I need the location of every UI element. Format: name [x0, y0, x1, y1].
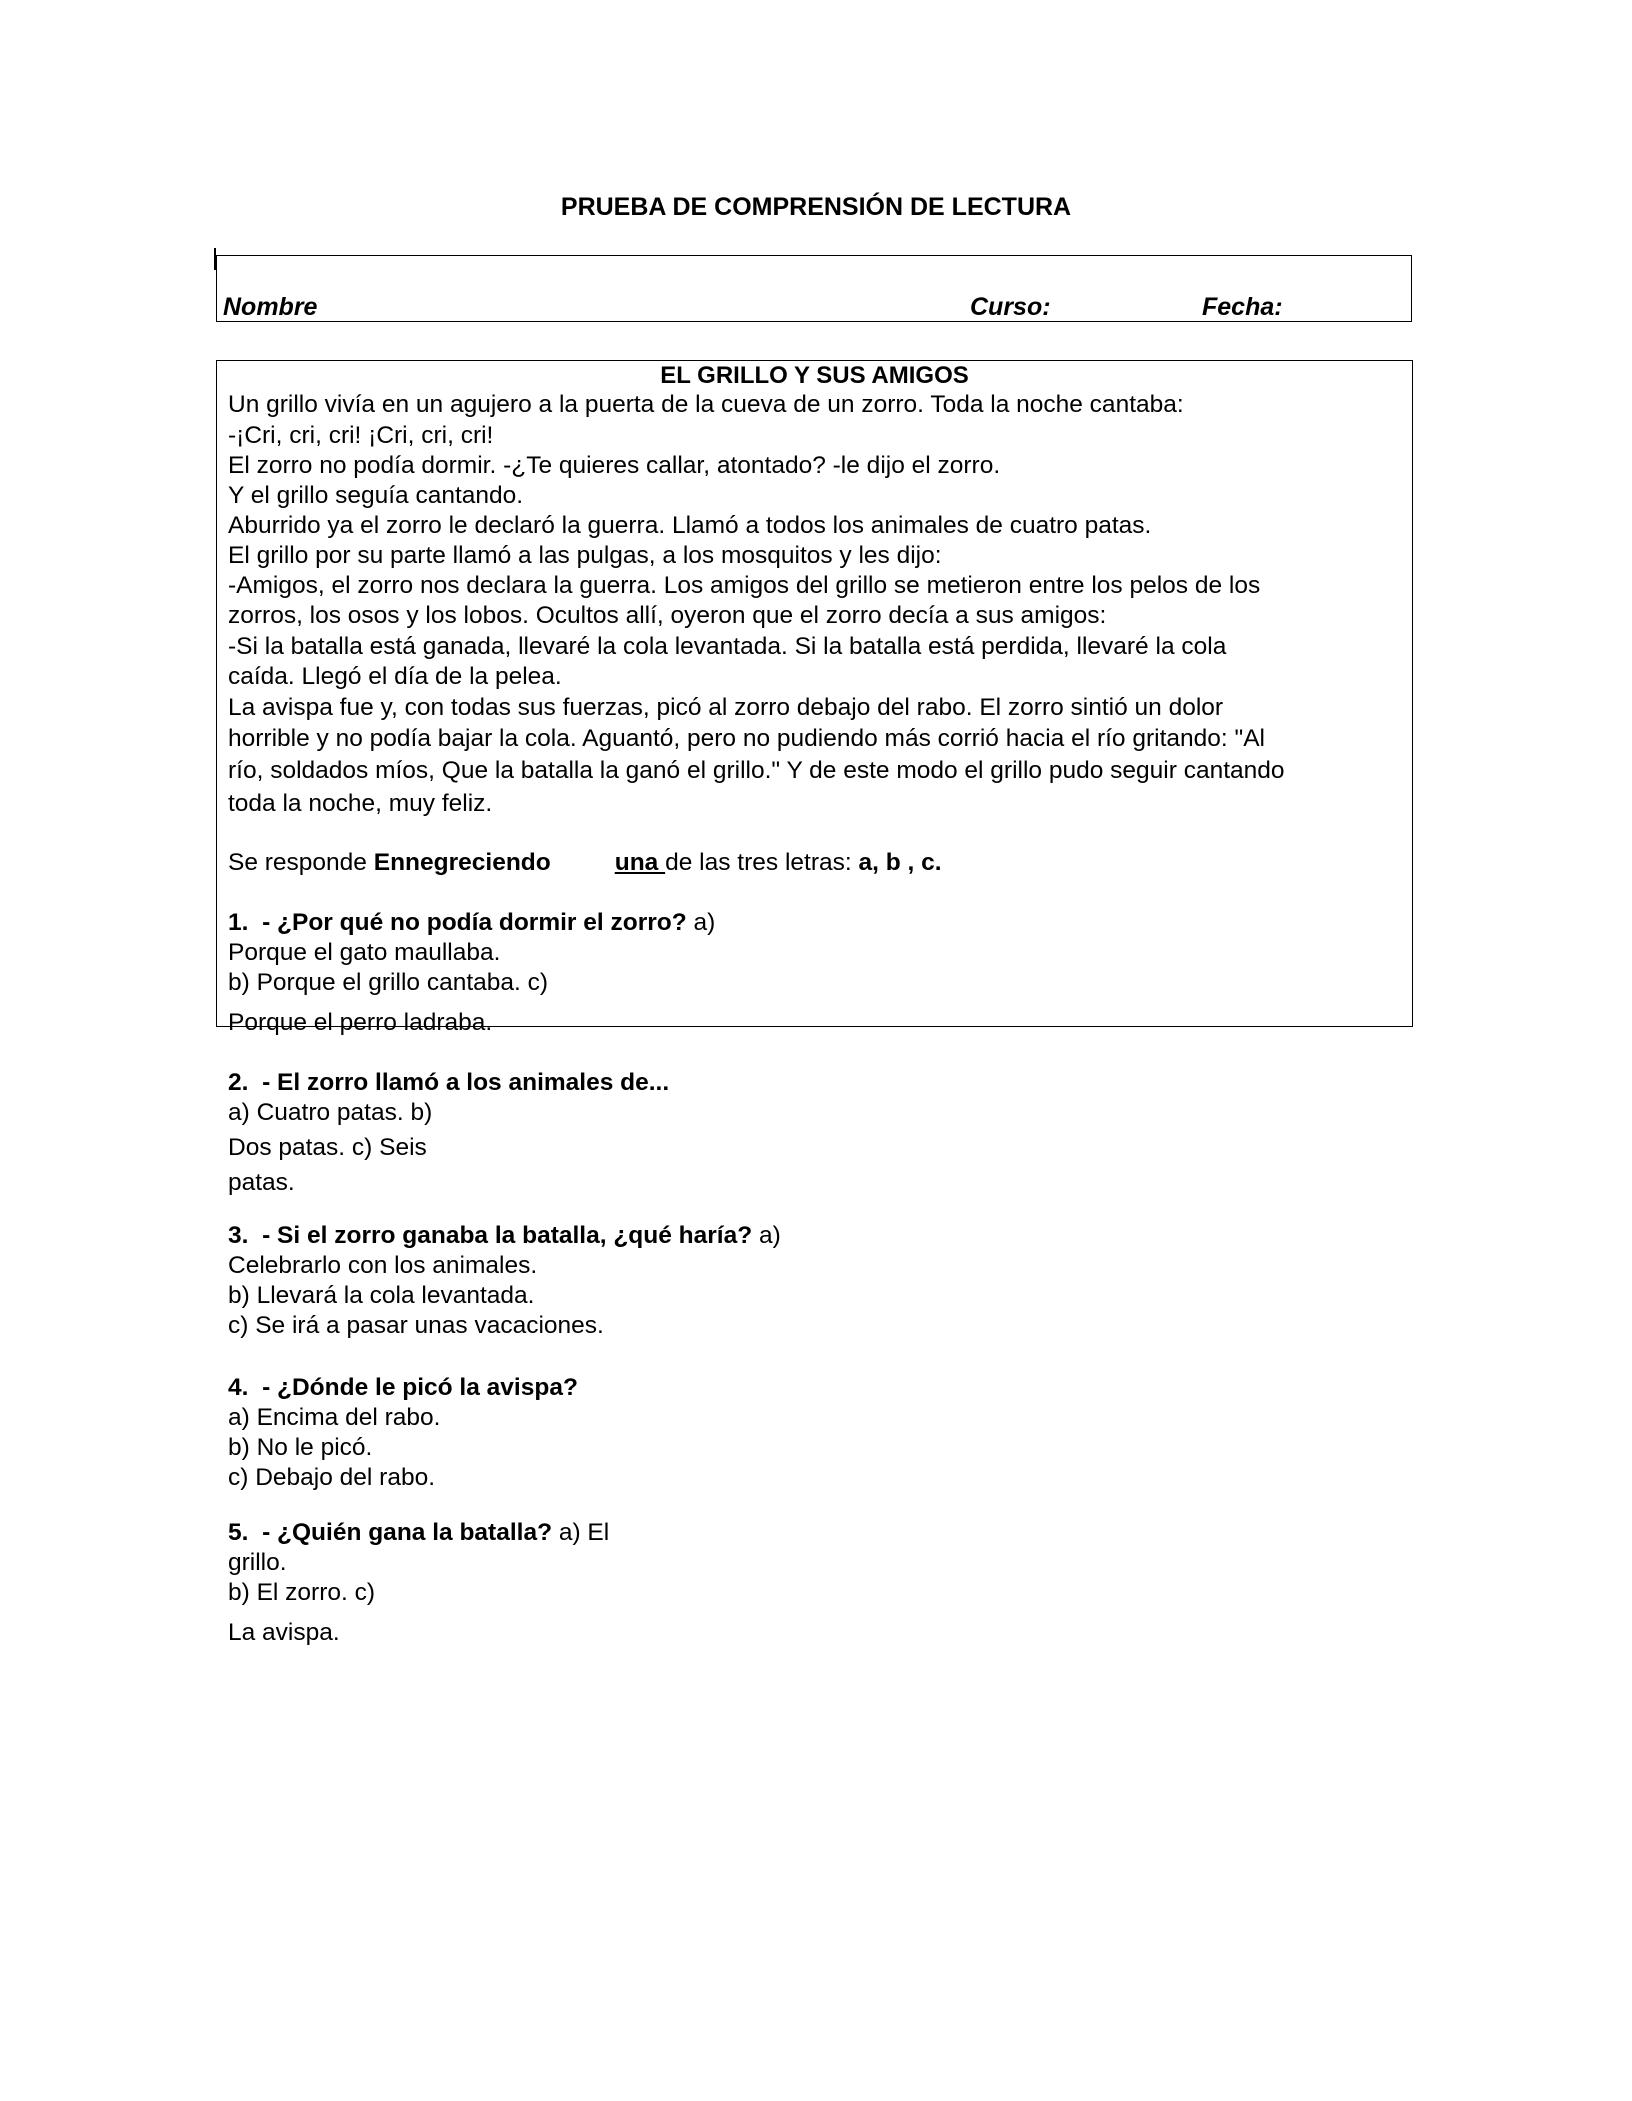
- question-2: 2. - El zorro llamó a los animales de...: [228, 1069, 670, 1096]
- question-2-option: a) Cuatro patas. b): [228, 1099, 433, 1126]
- question-3-option: b) Llevará la cola levantada.: [228, 1282, 535, 1309]
- story-line: toda la noche, muy feliz.: [228, 790, 493, 817]
- question-1: 1. - ¿Por qué no podía dormir el zorro? a): [228, 909, 716, 936]
- question-4: 4. - ¿Dónde le picó la avispa?: [228, 1374, 578, 1401]
- date-label: Fecha:: [1202, 293, 1283, 321]
- story-line: La avispa fue y, con todas sus fuerzas, picó al zorro debajo del rabo. El zorro sintió un dolor: [228, 694, 1224, 721]
- story-line: -¡Cri, cri, cri! ¡Cri, cri, cri!: [228, 422, 494, 449]
- course-label: Curso:: [970, 293, 1051, 321]
- question-3: 3. - Si el zorro ganaba la batalla, ¿qué haría? a): [228, 1222, 781, 1249]
- story-line: horrible y no podía bajar la cola. Aguantó, pero no pudiendo más corrió hacia el río gritando: "Al: [228, 725, 1265, 752]
- story-line: -Si la batalla está ganada, llevaré la cola levantada. Si la batalla está perdida, llevaré la cola: [228, 633, 1227, 660]
- story-line: Un grillo vivía en un agujero a la puerta de la cueva de un zorro. Toda la noche cantaba:: [228, 391, 1184, 418]
- story-line: -Amigos, el zorro nos declara la guerra. Los amigos del grillo se metieron entre los pelos de los: [228, 572, 1261, 599]
- story-title: EL GRILLO Y SUS AMIGOS: [660, 362, 969, 389]
- question-1-option: Porque el perro ladraba.: [228, 1009, 493, 1036]
- story-line: río, soldados míos, Que la batalla la ganó el grillo." Y de este modo el grillo pudo seguir cantando: [228, 757, 1285, 784]
- story-line: caída. Llegó el día de la pelea.: [228, 663, 562, 690]
- name-label: Nombre: [223, 293, 318, 321]
- question-2-option: Dos patas. c) Seis: [228, 1134, 427, 1161]
- page-title: PRUEBA DE COMPRENSIÓN DE LECTURA: [560, 193, 1072, 221]
- question-3-option: c) Se irá a pasar unas vacaciones.: [228, 1312, 604, 1339]
- question-4-option: b) No le picó.: [228, 1434, 373, 1461]
- question-5-option: grillo.: [228, 1549, 287, 1576]
- story-line: Aburrido ya el zorro le declaró la guerra. Llamó a todos los animales de cuatro patas.: [228, 512, 1152, 539]
- question-2-option: patas.: [228, 1169, 295, 1196]
- question-1-option: Porque el gato maullaba.: [228, 939, 501, 966]
- info-box-marker: [214, 248, 216, 270]
- question-3-option: Celebrarlo con los animales.: [228, 1252, 538, 1279]
- question-4-option: a) Encima del rabo.: [228, 1404, 441, 1431]
- question-5-option: b) El zorro. c): [228, 1579, 376, 1606]
- story-line: Y el grillo seguía cantando.: [228, 482, 524, 509]
- answer-instruction: Se responde Ennegreciendo una de las tres letras: a, b , c.: [228, 849, 942, 876]
- story-line: zorros, los osos y los lobos. Ocultos allí, oyeron que el zorro decía a sus amigos:: [228, 602, 1107, 629]
- question-4-option: c) Debajo del rabo.: [228, 1464, 436, 1491]
- question-5-option: La avispa.: [228, 1619, 340, 1646]
- story-line: El zorro no podía dormir. -¿Te quieres callar, atontado? -le dijo el zorro.: [228, 452, 1001, 479]
- story-line: El grillo por su parte llamó a las pulgas, a los mosquitos y les dijo:: [228, 542, 942, 569]
- question-5: 5. - ¿Quién gana la batalla? a) El: [228, 1519, 610, 1546]
- question-1-option: b) Porque el grillo cantaba. c): [228, 969, 549, 996]
